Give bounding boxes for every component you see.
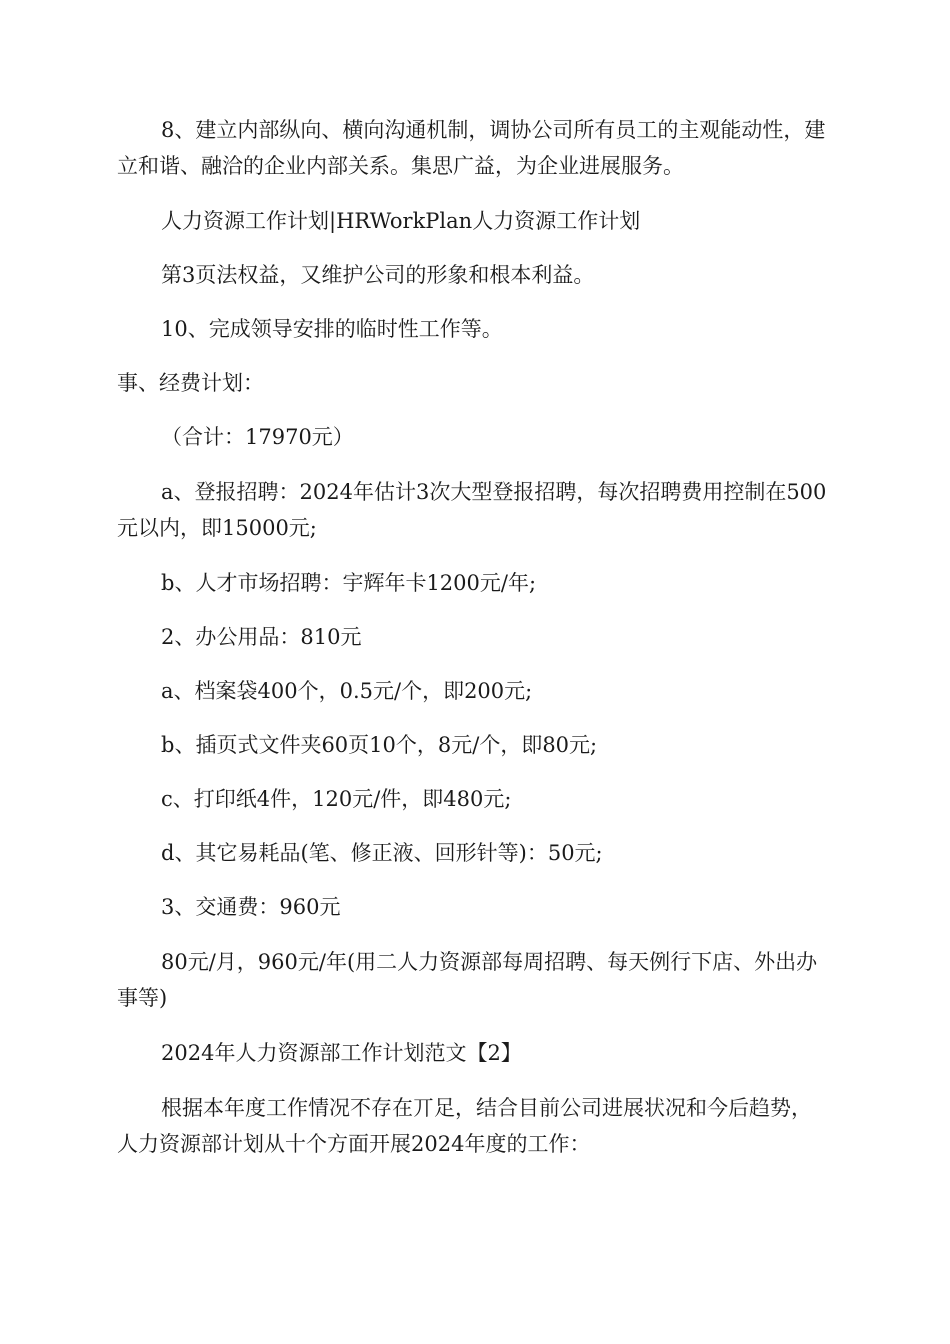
paragraph-newspaper-recruiting: a、登报招聘：2024年估计3次大型登报招聘，每次招聘费用控制在500元以内，即15000元; — [117, 480, 827, 540]
paragraph-transport-detail: 80元/月，960元/年(用二人力资源部每周招聘、每天例行下店、外出办事等) — [117, 950, 818, 1010]
paragraph-header-title: 人力资源工作计划|HRWorkPlan人力资源工作计划 — [161, 209, 641, 233]
paragraph-folders: b、插页式文件夹60页10个，8元/个，即80元; — [161, 733, 598, 757]
paragraph-transport-fee: 3、交通费：960元 — [161, 895, 341, 919]
paragraph-office-supplies: 2、办公用品：810元 — [161, 625, 362, 649]
paragraph-talent-market: b、人才市场招聘：宇辉年卡1200元/年; — [161, 571, 537, 595]
paragraph-file-bags: a、档案袋400个，0.5元/个，即200元; — [161, 679, 533, 703]
paragraph-budget-total: （合计：17970元） — [161, 425, 354, 449]
paragraph-consumables: d、其它易耗品(笔、修正液、回形针等)：50元; — [161, 841, 603, 865]
paragraph-page-3: 第3页法权益，又维护公司的形象和根本利益。 — [161, 263, 595, 287]
paragraph-printing-paper: c、打印纸4件，120元/件，即480元; — [161, 787, 512, 811]
paragraph-item-10: 10、完成领导安排的临时性工作等。 — [161, 317, 503, 341]
paragraph-budget-heading: 事、经费计划： — [117, 371, 264, 395]
paragraph-section-title: 2024年人力资源部工作计划范文【2】 — [161, 1041, 522, 1065]
paragraph-communication-mechanism: 8、建立内部纵向、横向沟通机制，调协公司所有员工的主观能动性，建立和谐、融洽的企业内部关系。集思广益，为企业进展服务。 — [117, 118, 826, 178]
paragraph-introduction: 根据本年度工作情况不存在丌足，结合目前公司进展状况和今后趋势，人力资源部计划从十个方面开展2024年度的工作： — [117, 1096, 812, 1156]
